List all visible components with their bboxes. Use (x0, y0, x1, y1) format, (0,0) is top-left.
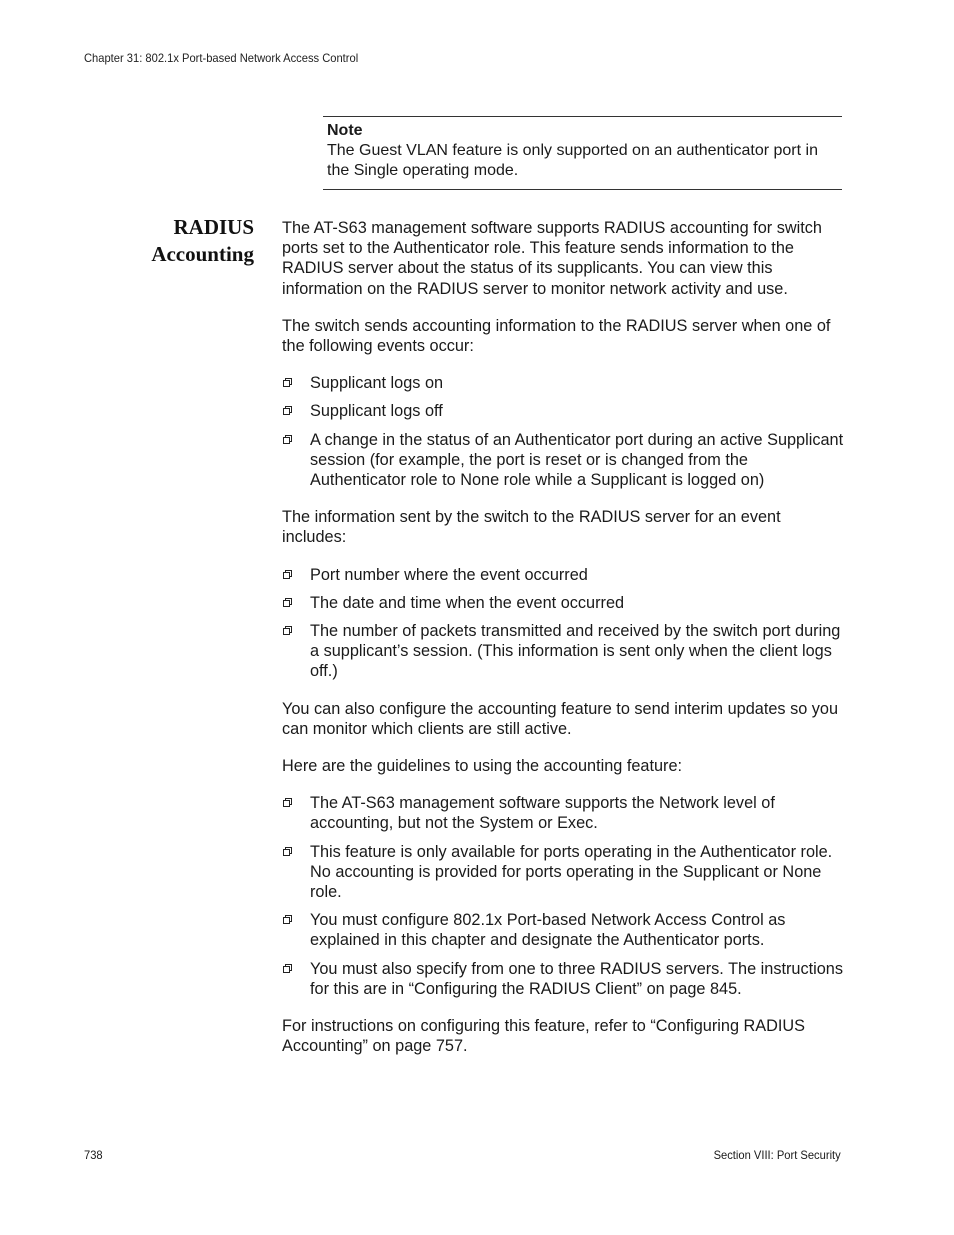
list-item: The date and time when the event occurred (282, 593, 844, 613)
paragraph-info-intro: The information sent by the switch to the RADIUS server for an event includes: (282, 508, 781, 547)
checkbox-bullet-icon (283, 600, 290, 607)
guidelines-list (282, 793, 844, 999)
running-head: Chapter 31: 802.1x Port-based Network Access Control (84, 51, 359, 65)
list-item: A change in the status of an Authenticator port during an active Supplicant session (for example, the port is reset or is changed from the Authenticator role to None role while a Supplicant is logged on) (282, 430, 844, 491)
paragraph-guidelines-intro: Here are the guidelines to using the accounting feature: (282, 757, 683, 776)
checkbox-bullet-icon (283, 380, 290, 387)
list-item: You must also specify from one to three RADIUS servers. The instructions for this are in “Configuring the RADIUS Client” on page 845. (282, 959, 844, 999)
checkbox-bullet-icon (283, 849, 290, 856)
list-item: Supplicant logs off (282, 401, 844, 421)
info-list (282, 565, 844, 682)
paragraph-intro: The AT-S63 management software supports RADIUS accounting for switch ports set to the Authenticator role. This feature sends information to the RADIUS server about the status of its supplicants. You can view this information on the RADIUS server to monitor network activity and use. (282, 219, 822, 298)
paragraph-events-intro: The switch sends accounting information to the RADIUS server when one of the following events occur: (282, 316, 831, 356)
section-heading-line1: RADIUS (173, 215, 254, 239)
note-label: Note (327, 122, 363, 139)
checkbox-bullet-icon (283, 437, 290, 444)
section-heading (120, 214, 254, 268)
list-item: The number of packets transmitted and received by the switch port during a supplicant’s session. (This information is sent only when the client logs off.) (282, 621, 844, 682)
events-list (282, 373, 844, 490)
checkbox-bullet-icon (283, 572, 290, 579)
checkbox-bullet-icon (283, 628, 290, 635)
note-text: The Guest VLAN feature is only supported on an authenticator port in the Single operating mode. (327, 142, 818, 179)
page-number: 738 (84, 1148, 103, 1162)
list-item: Port number where the event occurred (282, 565, 844, 585)
list-item: You must configure 802.1x Port-based Network Access Control as explained in this chapter and designate the Authenticator ports. (282, 910, 844, 950)
list-item: The AT-S63 management software supports the Network level of accounting, but not the System or Exec. (282, 793, 844, 833)
checkbox-bullet-icon (283, 800, 290, 807)
list-item: Supplicant logs on (282, 373, 844, 393)
paragraph-closing: For instructions on configuring this feature, refer to “Configuring RADIUS Accounting” on page 757. (282, 1017, 806, 1056)
note-box (323, 116, 842, 190)
section-heading-line2: Accounting (151, 242, 254, 266)
checkbox-bullet-icon (283, 917, 290, 924)
section-body (282, 218, 844, 1074)
checkbox-bullet-icon (283, 408, 290, 415)
paragraph-interim: You can also configure the accounting feature to send interim updates so you can monitor which clients are still active. (282, 699, 839, 738)
list-item: This feature is only available for ports operating in the Authenticator role. No accounting is provided for ports operating in the Supplicant or None role. (282, 842, 844, 903)
checkbox-bullet-icon (283, 966, 290, 973)
footer-section-name: Section VIII: Port Security (713, 1148, 841, 1162)
